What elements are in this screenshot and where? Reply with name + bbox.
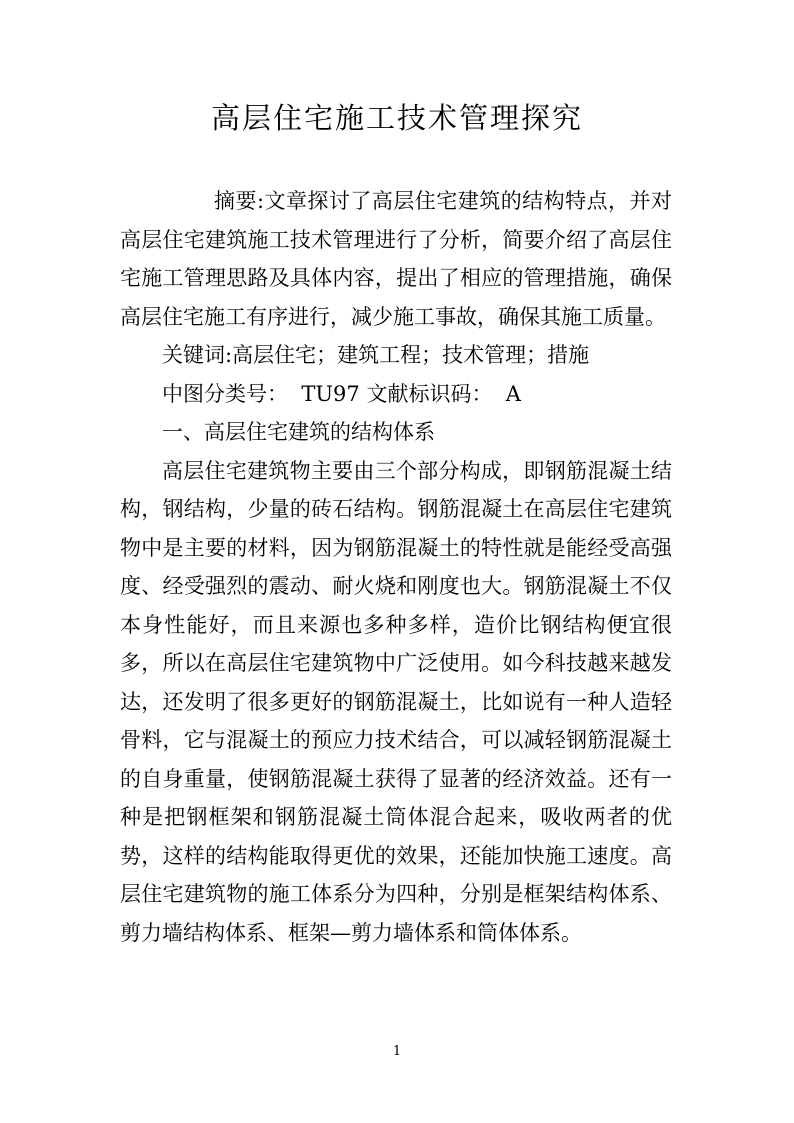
section-heading: 一、高层住宅建筑的结构体系 (162, 420, 435, 444)
classification-paragraph: 中图分类号： TU97 文献标识码： A (162, 381, 521, 406)
keywords-paragraph: 关键词:高层住宅；建筑工程；技术管理；措施 (162, 343, 590, 367)
document-title: 高层住宅施工技术管理探究 (210, 101, 583, 135)
page-number: 1 (392, 1044, 402, 1059)
document-body (120, 182, 672, 952)
abstract-paragraph: 摘要:文章探讨了高层住宅建筑的结构特点，并对高层住宅建筑施工技术管理进行了分析，简要介绍了高层住宅施工管理思路及具体内容，提出了相应的管理措施，确保高层住宅施工有序进行，减少施工事故，确保其施工质量。 (120, 189, 672, 329)
section-body-paragraph: 高层住宅建筑物主要由三个部分构成，即钢筋混凝土结构，钢结构，少量的砖石结构。钢筋混凝土在高层住宅建筑物中是主要的材料，因为钢筋混凝土的特性就是能经受高强度、经受强烈的震动、耐火烧和刚度也大。钢筋混凝土不仅本身性能好，而且来源也多种多样，造价比钢结构便宜很多，所以在高层住宅建筑物中广泛使用。如今科技越来越发达，还发明了很多更好的钢筋混凝土，比如说有一种人造轻骨料，它与混凝土的预应力技术结合，可以减轻钢筋混凝土的自身重量，使钢筋混凝土获得了显著的经济效益。还有一种是把钢框架和钢筋混凝土筒体混合起来，吸收两者的优势，这样的结构能取得更优的效果，还能加快施工速度。高层住宅建筑物的施工体系分为四种，分别是框架结构体系、剪力墙结构体系、框架—剪力墙体系和筒体体系。 (120, 458, 672, 945)
